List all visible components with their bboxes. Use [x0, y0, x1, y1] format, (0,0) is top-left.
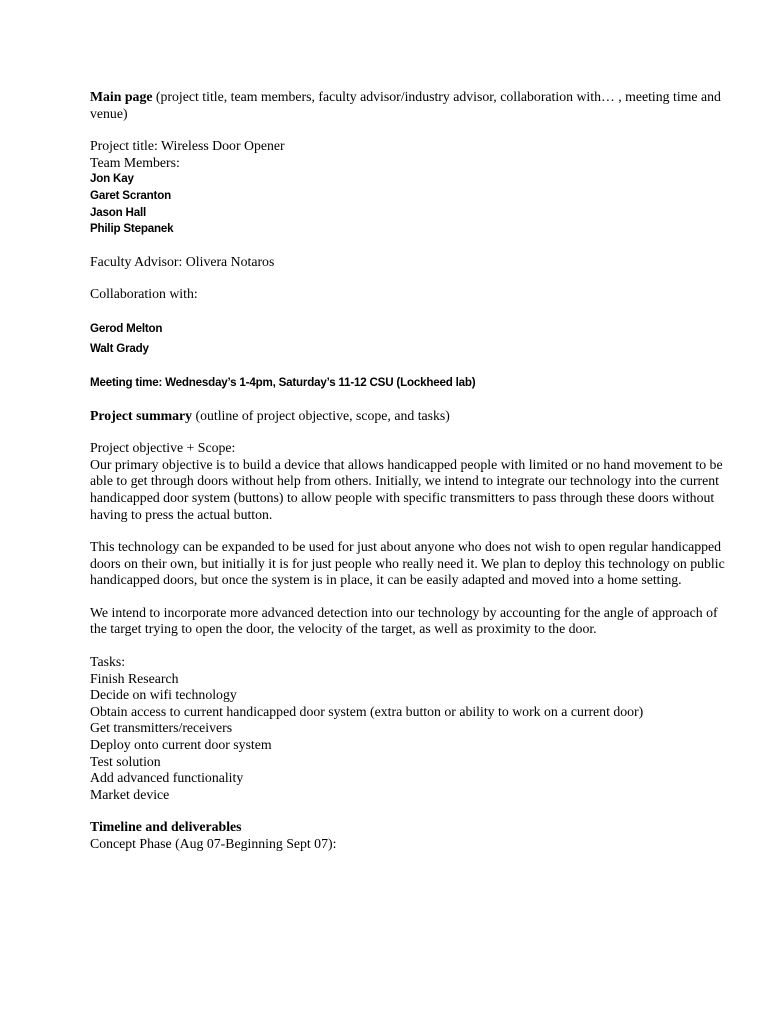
project-summary-section-heading [90, 408, 728, 425]
expansion-paragraph: This technology can be expanded to be used for just about anyone who does not wish to open regular handicapped doors on their own, but initially it is for just people who really need it. We plan to deploy this technology on public handicapped doors, but once the system is in place, it can be easily adapted and moved into a home setting. [90, 539, 725, 588]
concept-phase: Concept Phase (Aug 07-Beginning Sept 07): [90, 836, 337, 851]
team-member: Garet Scranton [90, 188, 171, 202]
team-member: Jon Kay [90, 172, 134, 186]
collaborator: Walt Grady [90, 341, 149, 355]
team-member: Jason Hall [90, 205, 146, 219]
task-item: Obtain access to current handicapped door system (extra button or ability to work on a current door) [90, 703, 644, 719]
project-summary-heading: Project summary [90, 407, 193, 423]
meeting-time: Meeting time: Wednesday’s 1-4pm, Saturday’s 11-12 CSU (Lockheed lab) [90, 375, 476, 389]
timeline-heading: Timeline and deliverables [90, 819, 242, 835]
objective-label: Project objective + Scope: [90, 440, 236, 456]
task-item: Finish Research [90, 670, 179, 686]
faculty-advisor: Faculty Advisor: Olivera Notaros [90, 253, 275, 269]
tasks-label: Tasks: [90, 654, 126, 670]
collaboration-label: Collaboration with: [90, 286, 198, 302]
project-title: Project title: Wireless Door Opener [90, 138, 285, 154]
team-member: Philip Stepanek [90, 222, 174, 236]
task-item: Market device [90, 786, 170, 802]
main-page-section-heading [90, 89, 728, 122]
main-page-heading: Main page [90, 89, 153, 104]
objective-paragraph: Our primary objective is to build a device that allows handicapped people with limited or no hand movement to be able to get through doors without help from others. Initially, we intend to integrate our technology into the current handicapped door system (buttons) to allow people with specific transmitters to pass through these doors without having to press the actual button. [90, 456, 723, 522]
task-item: Decide on wifi technology [90, 687, 237, 703]
task-item: Get transmitters/receivers [90, 720, 233, 736]
task-item: Test solution [90, 753, 161, 769]
project-summary-description: (outline of project objective, scope, and tasks) [192, 407, 450, 423]
main-page-description: (project title, team members, faculty advisor/industry advisor, collaboration with… , meeting time and venue) [90, 89, 721, 121]
task-item: Add advanced functionality [90, 770, 244, 786]
detection-paragraph: We intend to incorporate more advanced detection into our technology by accounting for the angle of approach of the target trying to open the door, the velocity of the target, as well as proximity to the door. [90, 604, 718, 637]
collaborator: Gerod Melton [90, 321, 163, 335]
task-item: Deploy onto current door system [90, 737, 272, 753]
team-members-label: Team Members: [90, 154, 180, 170]
